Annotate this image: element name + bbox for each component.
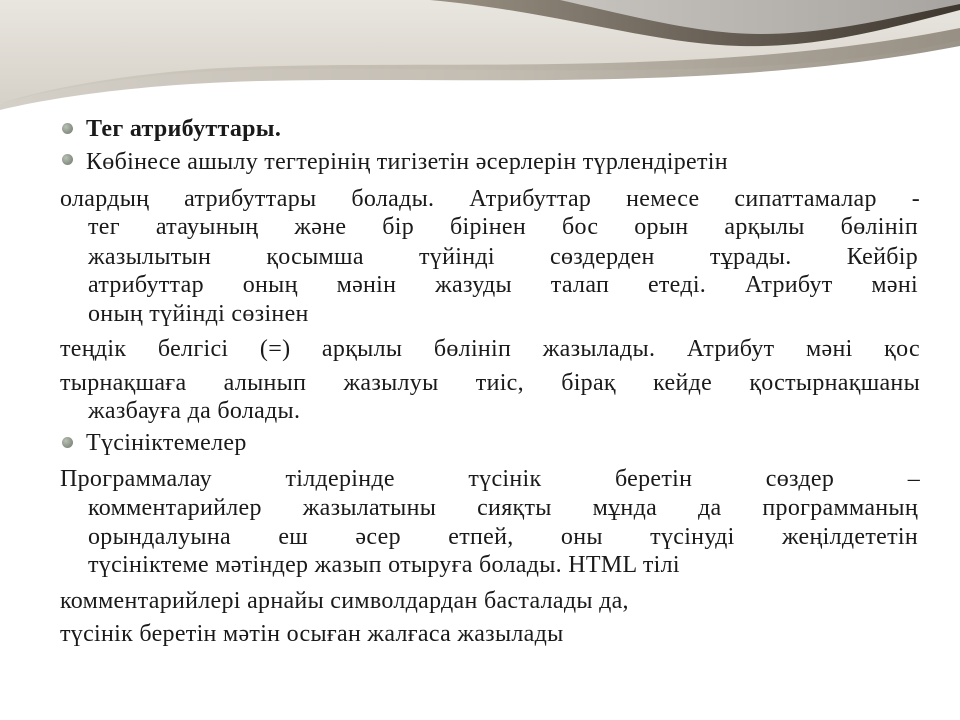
bullet-dot-icon <box>62 123 73 134</box>
text-line: орындалуына еш әсер етпей, оны түсінуді жеңілдететін <box>88 524 918 550</box>
text-line: оның түйінді сөзінен <box>88 301 309 327</box>
text-line: жазбауға да болады. <box>88 398 301 424</box>
bullet-comments-title: Түсініктемелер <box>86 430 247 456</box>
bullet-dot-icon <box>62 154 73 165</box>
text-line: тег атауының және бір бірінен бос орын арқылы бөлініп <box>88 214 918 240</box>
bullet-dot-icon <box>62 437 73 448</box>
text-line: жазылытын қосымша түйінді сөздерден тұрады. Кейбір <box>88 244 918 270</box>
text-line: комментарийлер жазылатыны сияқты мұнда да программаның <box>88 495 918 521</box>
text-line: түсінік беретін мәтін осыған жалғаса жазылады <box>60 621 564 647</box>
bullet-attributes-text: Көбінесе ашылу тегтерінің тигізетін әсерлерін түрлендіретін <box>86 149 728 175</box>
bullet-attributes-title: Тег атрибуттары. <box>86 116 282 142</box>
text-line: атрибуттар оның мәнін жазуды талап етеді. Атрибут мәні <box>88 272 918 298</box>
text-line: комментарийлері арнайы символдардан басталады да, <box>60 588 629 614</box>
text-line: олардың атрибуттары болады. Атрибуттар немесе сипаттамалар - <box>60 186 920 212</box>
text-line: тырнақшаға алынып жазылуы тиіс, бірақ кейде қостырнақшаны <box>60 370 920 396</box>
text-line: Программалау тілдерінде түсінік беретін сөздер – <box>60 466 920 492</box>
text-line: түсініктеме мәтіндер жазып отыруға болады. HTML тілі <box>88 552 680 578</box>
text-line: теңдік белгісі (=) арқылы бөлініп жазылады. Атрибут мәні қос <box>60 336 920 362</box>
